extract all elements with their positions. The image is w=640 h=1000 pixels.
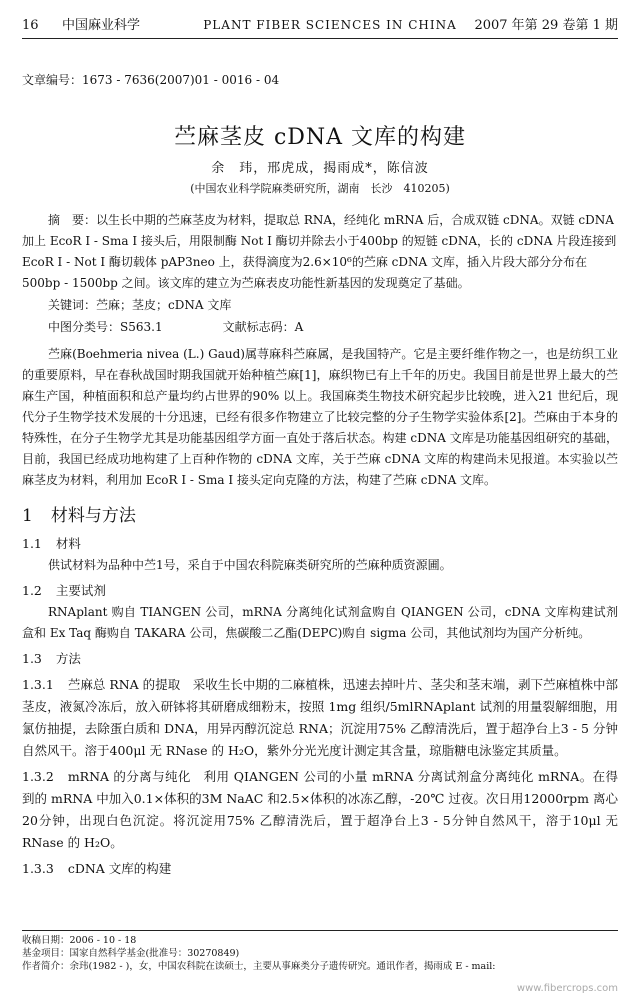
materials-paragraph: 供试材料为品种中苎1号，采自于中国农科院麻类研究所的苎麻种质资源圃。 [48,558,452,572]
journal-name-cn: 中国麻业科学 [62,18,141,33]
subsection-heading-1-2 [22,580,618,602]
clc-number: 中图分类号：S563.1 [48,320,163,334]
method-text: mRNA 的分离与纯化 利用 QIANGEN 公司的小量 mRNA 分离试剂盒分离纯化 mRNA。在得到的 mRNA 中加入0.1×体积的3M NaAC 和2.5×体积的冰冻乙醇，-20℃ 过夜。次日用12000rpm 离心20分钟，出现白色沉淀。将沉淀用75% 乙醇清洗后，置于超净台上3 - 5分钟自然风干，溶于10μl 无 RNase 的 H₂O。 [22,769,618,850]
paper-title: 苎麻茎皮 cDNA 文库的构建 [173,125,467,150]
article-number: 文章编号：1673 - 7636(2007)01 - 0016 - 04 [22,73,280,87]
method-1-3-2 [22,766,618,854]
subsection-heading-1-3 [22,648,618,670]
reagents-paragraph: RNAplant 购自 TIANGEN 公司，mRNA 分离纯化试剂盒购自 QIANGEN 公司，cDNA 文库构建试剂盒和 Ex Taq 酶购自 TAKARA 公司，焦碳酸二乙酯(DEPC)购自 sigma 公司，其他试剂均为国产分析纯。 [22,605,618,640]
abstract-label: 摘 要： [48,213,97,227]
subsection-number: 1.3 [22,651,42,666]
subsection-number: 1.1 [22,536,42,551]
method-number: 1.3.2 [22,769,54,784]
watermark: www.fibercrops.com [516,983,618,994]
author-bio: 作者简介：余玮(1982 - )，女，中国农科院在读硕士，主要从事麻类分子遗传研究。通讯作者，揭雨成 E - mail: [22,961,496,972]
abstract [22,210,618,294]
introduction-paragraph: 苎麻(Boehmeria nivea (L.) Gaud)属荨麻科苎麻属，是我国特产。它是主要纤维作物之一，也是纺织工业的重要原料，早在春秋战国时期我国就开始种植苎麻[1]，麻织物已有上千年的历史。我国目前是世界上最大的苎麻生产国，种植面积和总产量均约占世界的90% 以上。我国麻类生物技术研究起步比较晚，进入21 世纪后，现代分子生物学技术发展的十分迅速，已经有很多作物建立了比较完整的分子生物学实验体系[2]。苎麻由于本身的特殊性，在分子生物学尤其是功能基因组学方面一直处于落后状态。构建 cDNA 文库是功能基因组研究的基础，目前，我国已经成功地构建了上百种作物的 cDNA 文库，关于苎麻 cDNA 文库的构建尚未见报道。本实验以苎麻茎皮为材料，利用加 EcoR I - Sma I 接头定向克隆的方法，构建了苎麻 cDNA 文库。 [22,347,618,487]
method-text: 苎麻总 RNA 的提取 采收生长中期的二麻植株，迅速去掉叶片、茎尖和茎末端，剥下苎麻植株中部茎皮，液氮冷冻后，放入研钵将其研磨成细粉末，按照 1mg 组织/5mlRNAplant 试剂的用量裂解细胞，用氯仿抽提，去除蛋白质和 DNA，用异丙醇沉淀总 RNA；沉淀用75% 乙醇清洗后，置于超净台上3 - 5 分钟自然风干。溶于400μl 无 RNase 的 H₂O，紫外分光光度计测定其含量，琼脂糖电泳鉴定其质量。 [22,677,618,758]
section-heading-1 [22,503,618,529]
subsection-title: 材料 [55,536,81,551]
document-code: 文献标志码：A [222,320,304,334]
method-1-3-3 [22,858,618,880]
fund-info: 基金项目：国家自然科学基金(批准号：30270849) [22,948,240,959]
method-number: 1.3.3 [22,861,54,876]
received-date: 收稿日期：2006 - 10 - 18 [22,935,137,946]
keywords: 关键词：苎麻；茎皮；cDNA 文库 [48,298,232,312]
classification-line [22,316,618,338]
method-number: 1.3.1 [22,677,54,692]
author-list: 余 玮，邢虎成，揭雨成*，陈信波 [211,161,429,176]
abstract-text: 以生长中期的苎麻茎皮为材料，提取总 RNA，经纯化 mRNA 后，合成双链 cDNA。双链 cDNA 加上 EcoR I - Sma I 接头后，用限制酶 Not I 酶切并除去小于400bp 的短链 cDNA，长的 cDNA 片段连接到 EcoR I - Not I 酶切载体 pAP3neo 上，获得滴度为2.6×10⁶的苎麻 cDNA 文库，插入片段大部分分布在500bp - 1500bp 之间。该文库的建立为苎麻表皮功能性新基因的发现奠定了基础。 [22,213,617,290]
subsection-heading-1-1 [22,533,618,555]
section-number: 1 [22,506,33,526]
method-text: cDNA 文库的构建 [67,861,172,876]
subsection-title: 方法 [55,651,81,666]
issue-info: 2007 年第 29 卷第 1 期 [474,18,618,33]
page-number: 16 [22,18,39,33]
method-1-3-1 [22,674,618,762]
subsection-title: 主要试剂 [55,583,106,598]
subsection-number: 1.2 [22,583,42,598]
footnotes [22,930,618,973]
section-title: 材料与方法 [50,506,136,526]
affiliation: (中国农业科学院麻类研究所，湖南 长沙 410205) [190,182,450,195]
running-header [22,14,618,39]
journal-name-en: PLANT FIBER SCIENCES IN CHINA [203,18,457,32]
